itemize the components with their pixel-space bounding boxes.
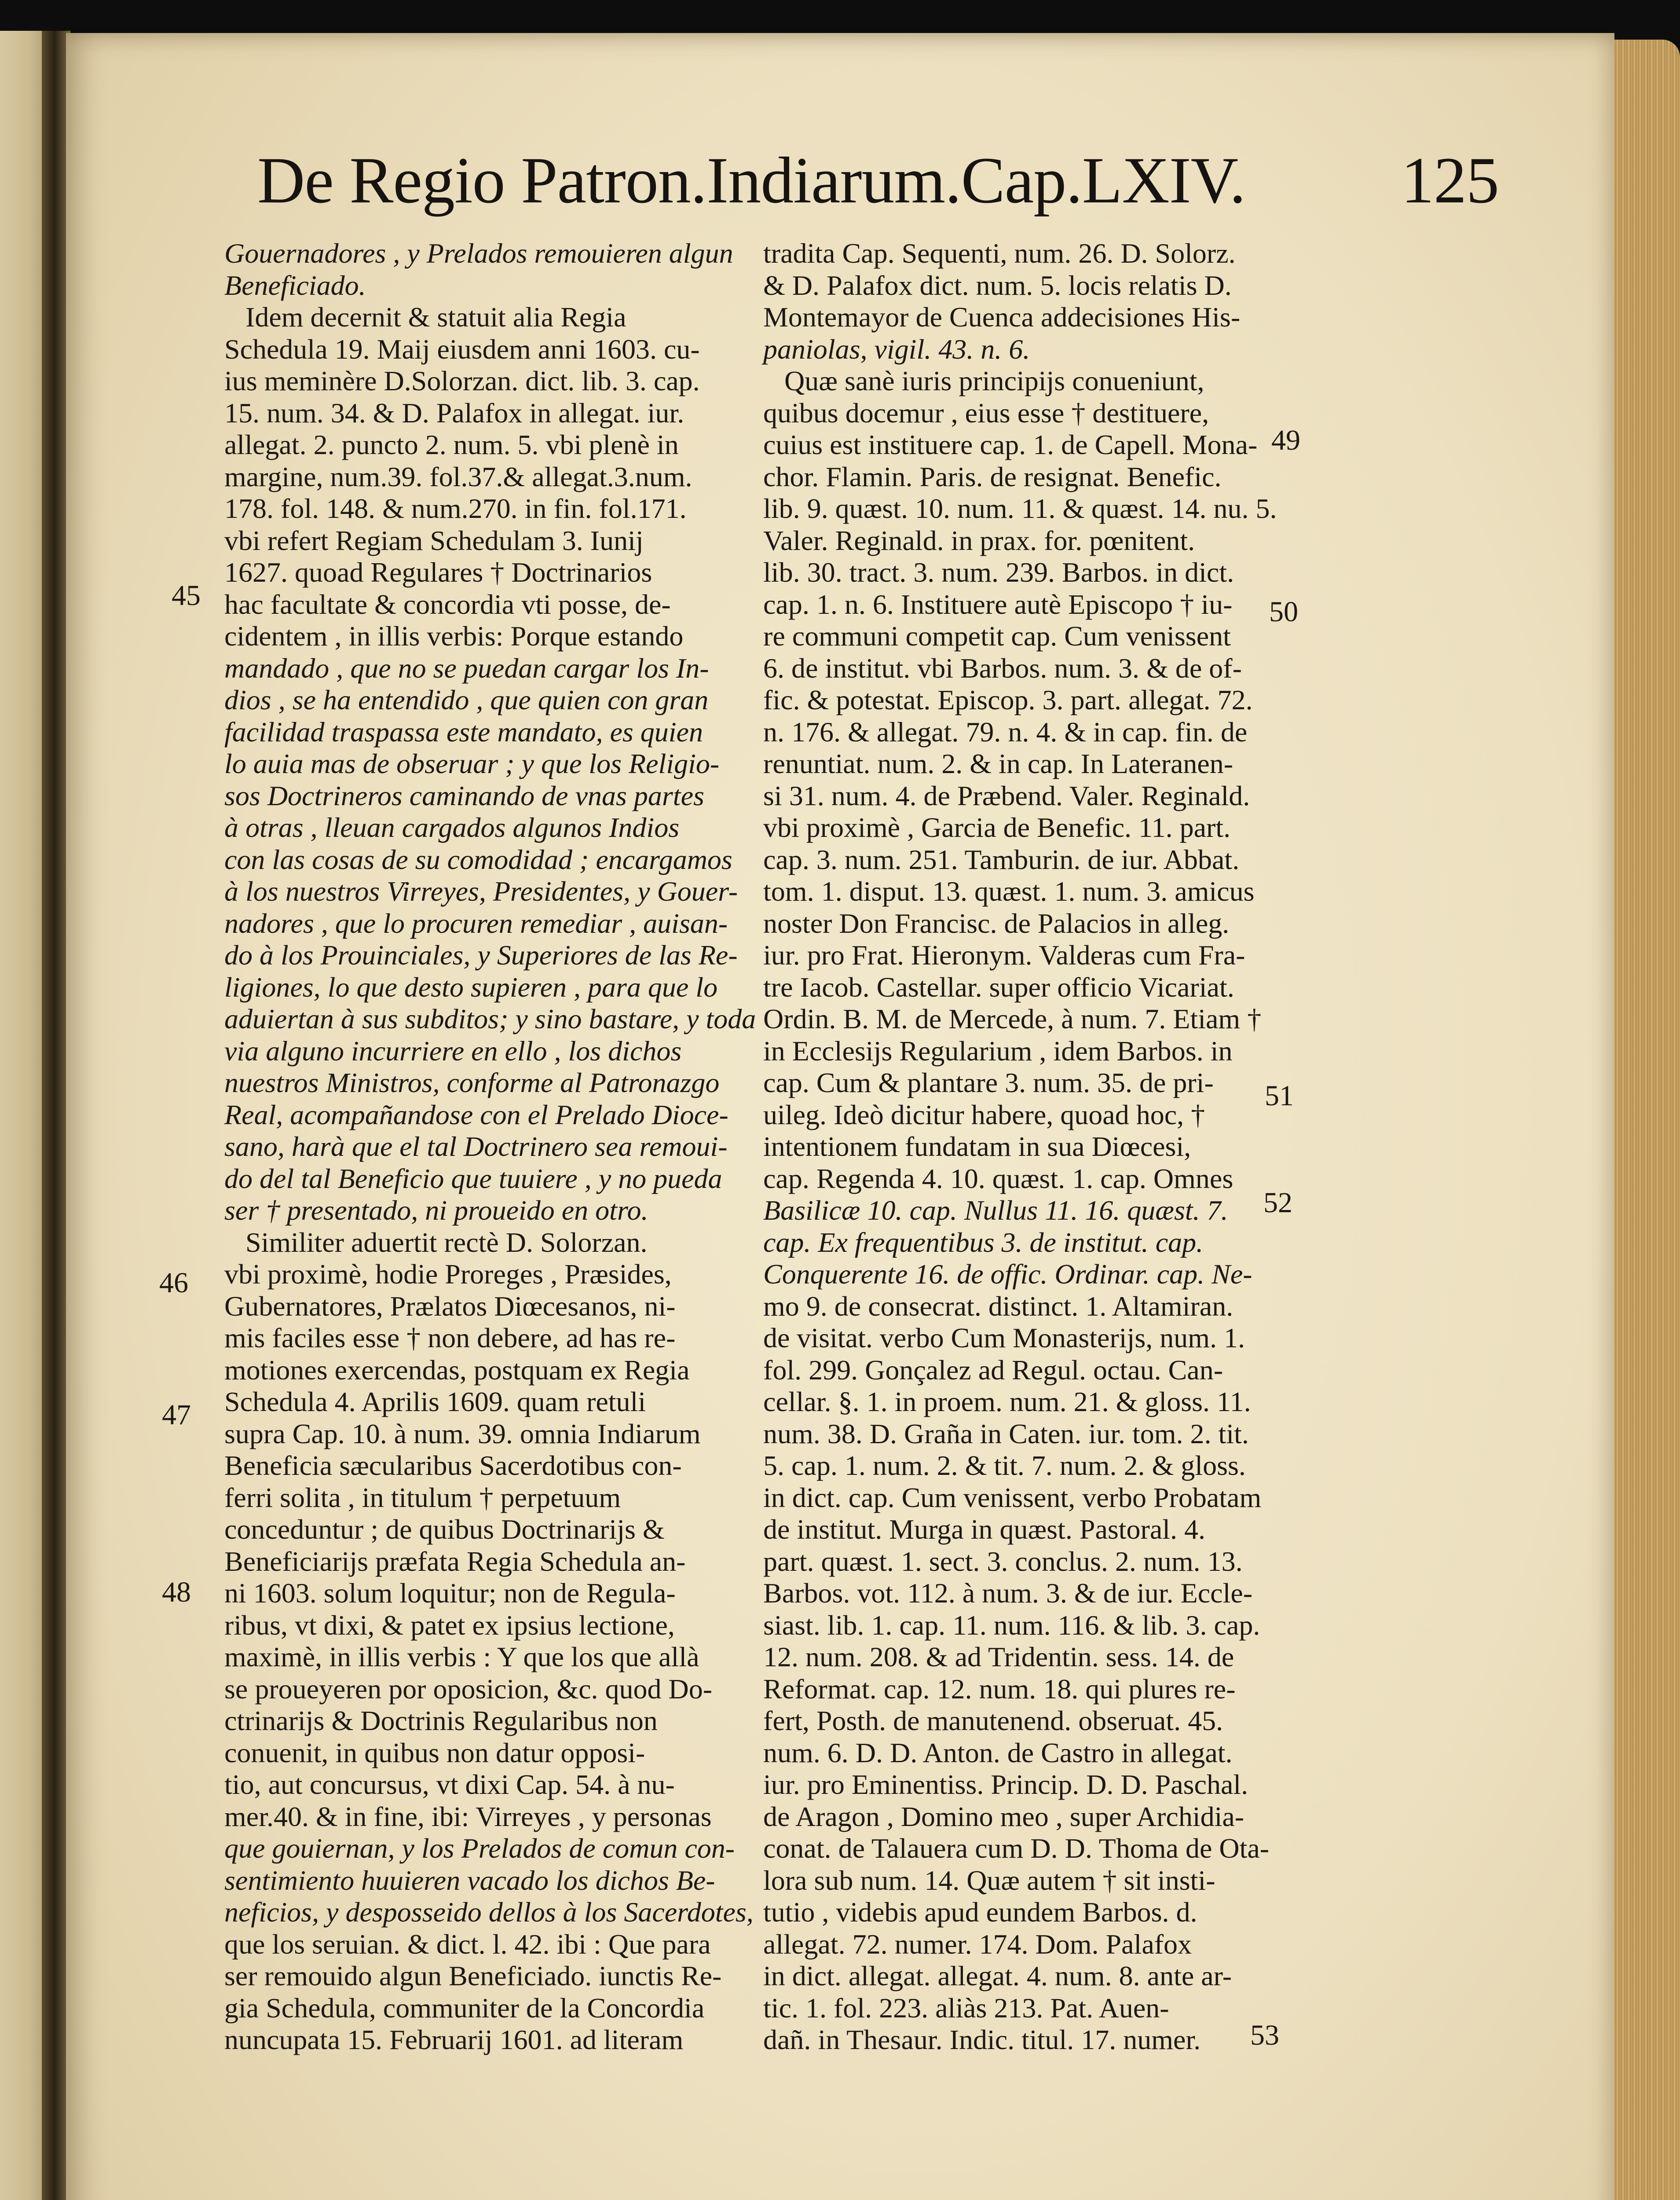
- text-line: Reformat. cap. 12. num. 18. qui plures re-: [763, 1673, 1236, 1705]
- text-line: cap. Cum & plantare 3. num. 35. de pri-: [763, 1067, 1214, 1098]
- text-line: Gubernatores, Prælatos Diœcesanos, ni-: [224, 1290, 676, 1322]
- margin-number: 52: [1263, 1187, 1292, 1219]
- text-line: ctrinarijs & Doctrinis Regularibus non: [224, 1705, 658, 1736]
- text-line: ligiones, lo que desto supieren , para que lo: [224, 971, 718, 1003]
- text-line: ius meminère D.Solorzan. dict. lib. 3. cap.: [224, 365, 700, 396]
- text-line: se proueyeren por oposicion, &c. quod Do-: [224, 1673, 713, 1705]
- text-line: cap. 3. num. 251. Tamburin. de iur. Abbat.: [763, 843, 1240, 875]
- text-line: mo 9. de consecrat. distinct. 1. Altamiran.: [763, 1290, 1233, 1322]
- text-line: Idem decernit & statuit alia Regia: [224, 301, 626, 333]
- text-line: margine, num.39. fol.37.& allegat.3.num.: [224, 461, 692, 492]
- running-head: [257, 141, 1499, 220]
- text-line: Gouernadores , y Prelados remouieren algun: [224, 238, 733, 269]
- text-line: que los seruian. & dict. l. 42. ibi : Que para: [224, 1928, 711, 1960]
- text-line: gia Schedula, communiter de la Concordia: [224, 1992, 705, 2024]
- text-line: 6. de institut. vbi Barbos. num. 3. & de of-: [763, 652, 1242, 684]
- text-line: neficios, y desposseido dellos à los Sacerdotes,: [224, 1896, 754, 1928]
- text-line: Schedula 4. Aprilis 1609. quam retuli: [224, 1386, 646, 1417]
- text-line: n. 176. & allegat. 79. n. 4. & in cap. fin. de: [763, 716, 1248, 748]
- text-line: fert, Posth. de manutenend. obseruat. 45.: [763, 1705, 1223, 1736]
- text-line: 5. cap. 1. num. 2. & tit. 7. num. 2. & gloss.: [763, 1450, 1246, 1481]
- text-line: motiones exercendas, postquam ex Regia: [224, 1354, 690, 1386]
- text-line: chor. Flamin. Paris. de resignat. Benefic.: [763, 461, 1222, 492]
- page-number: 125: [1401, 144, 1499, 217]
- text-line: dios , se ha entendido , que quien con gran: [224, 684, 709, 715]
- text-line: de visitat. verbo Cum Monasterijs, num. 1.: [763, 1322, 1245, 1353]
- text-line: ferri solita , in titulum † perpetuum: [224, 1481, 621, 1513]
- text-line: à otras , lleuan cargados algunos Indios: [224, 812, 680, 843]
- text-line: mis faciles esse † non debere, ad has re-: [224, 1322, 676, 1353]
- text-line: vbi proximè, hodie Proreges , Præsides,: [224, 1258, 672, 1290]
- text-line: 1627. quoad Regulares † Doctrinarios: [224, 557, 652, 588]
- text-line: Beneficia sæcularibus Sacerdotibus con-: [224, 1450, 682, 1481]
- margin-number: 46: [159, 1267, 188, 1299]
- text-line: cellar. §. 1. in proem. num. 21. & gloss. 11.: [763, 1386, 1251, 1417]
- text-line: Barbos. vot. 112. à num. 3. & de iur. Eccle-: [763, 1577, 1253, 1609]
- text-line: Ordin. B. M. de Mercede, à num. 7. Etiam †: [763, 1003, 1262, 1034]
- page-block-edges: [1608, 40, 1680, 2200]
- text-line: siast. lib. 1. cap. 11. num. 116. & lib. 3. cap.: [763, 1609, 1260, 1641]
- text-line: aduiertan à sus subditos; y sino bastare, y toda: [224, 1003, 756, 1034]
- text-line: uileg. Ideò dicitur habere, quoad hoc, †: [763, 1099, 1205, 1130]
- left-text-column: [224, 238, 756, 2056]
- text-line: à los nuestros Virreyes, Presidentes, y Gouer-: [224, 876, 738, 907]
- text-line: ser remouido algun Beneficiado. iunctis Re-: [224, 1960, 722, 1991]
- text-line: in Ecclesijs Regularium , idem Barbos. in: [763, 1035, 1233, 1067]
- text-line: paniolas, vigil. 43. n. 6.: [763, 333, 1030, 365]
- text-line: Similiter aduertit rectè D. Solorzan.: [224, 1226, 648, 1258]
- text-line: intentionem fundatam in sua Diœcesi,: [763, 1131, 1191, 1162]
- text-line: part. quæst. 1. sect. 3. conclus. 2. num. 13.: [763, 1545, 1243, 1577]
- text-line: conat. de Talauera cum D. D. Thoma de Ota-: [763, 1833, 1270, 1864]
- text-line: sano, harà que el tal Doctrinero sea remoui-: [224, 1131, 728, 1162]
- text-line: via alguno incurriere en ello , los dichos: [224, 1035, 682, 1067]
- margin-number: 49: [1271, 424, 1300, 456]
- margin-number: 48: [162, 1576, 191, 1608]
- text-line: lib. 9. quæst. 10. num. 11. & quæst. 14. nu. 5.: [763, 493, 1277, 524]
- text-line: iur. pro Eminentiss. Princip. D. D. Paschal.: [763, 1769, 1248, 1800]
- text-line: cidentem , in illis verbis: Porque estando: [224, 620, 684, 652]
- margin-number: 50: [1269, 596, 1298, 628]
- text-line: nadores , que lo procuren remediar , auisan-: [224, 907, 728, 939]
- text-line: mer.40. & in fine, ibi: Virreyes , y personas: [224, 1800, 712, 1832]
- running-head-title: De Regio Patron.Indiarum.Cap.LXIV.: [257, 144, 1246, 217]
- text-line: cap. 1. n. 6. Instituere autè Episcopo † iu-: [763, 588, 1233, 620]
- text-line: Schedula 19. Maij eiusdem anni 1603. cu-: [224, 333, 700, 365]
- text-line: in dict. allegat. allegat. 4. num. 8. ante ar-: [763, 1960, 1232, 1991]
- text-line: num. 6. D. D. Anton. de Castro in allegat.: [763, 1737, 1233, 1768]
- text-line: fic. & potestat. Episcop. 3. part. allegat. 72.: [763, 684, 1253, 715]
- text-line: do à los Prouinciales, y Superiores de las Re-: [224, 939, 738, 971]
- text-line: nuncupata 15. Februarij 1601. ad literam: [224, 2024, 684, 2055]
- text-line: Valer. Reginald. in prax. for. pœnitent.: [763, 524, 1195, 556]
- text-line: ni 1603. solum loquitur; non de Regula-: [224, 1577, 676, 1609]
- text-line: sos Doctrineros caminando de vnas partes: [224, 780, 704, 811]
- text-line: lora sub num. 14. Quæ autem † sit insti-: [763, 1864, 1215, 1896]
- text-line: do del tal Beneficio que tuuiere , y no pueda: [224, 1162, 722, 1194]
- text-line: tre Iacob. Castellar. super officio Vicariat.: [763, 971, 1234, 1003]
- text-line: conceduntur ; de quibus Doctrinarijs &: [224, 1514, 665, 1545]
- text-line: supra Cap. 10. à num. 39. omnia Indiarum: [224, 1418, 701, 1449]
- text-line: allegat. 2. puncto 2. num. 5. vbi plenè in: [224, 429, 679, 460]
- text-line: nuestros Ministros, conforme al Patronazgo: [224, 1067, 720, 1098]
- text-line: tutio , videbis apud eundem Barbos. d.: [763, 1896, 1197, 1928]
- text-line: que gouiernan, y los Prelados de comun con-: [224, 1833, 735, 1864]
- text-line: tom. 1. disput. 13. quæst. 1. num. 3. amicus: [763, 876, 1255, 907]
- text-line: mandado , que no se puedan cargar los In-: [224, 652, 709, 684]
- text-line: cap. Regenda 4. 10. quæst. 1. cap. Omnes: [763, 1162, 1233, 1194]
- text-line: si 31. num. 4. de Præbend. Valer. Reginald.: [763, 780, 1250, 811]
- text-line: Beneficiado.: [224, 269, 366, 301]
- margin-number: 45: [172, 579, 201, 612]
- text-line: in dict. cap. Cum venissent, verbo Probatam: [763, 1481, 1262, 1513]
- text-line: Basilicæ 10. cap. Nullus 11. 16. quæst. 7.: [763, 1195, 1228, 1226]
- text-line: Conquerente 16. de offic. Ordinar. cap. Ne-: [763, 1258, 1252, 1290]
- text-line: ribus, vt dixi, & patet ex ipsius lectione,: [224, 1609, 675, 1641]
- margin-number: 47: [162, 1399, 191, 1431]
- text-line: maximè, in illis verbis : Y que los que allà: [224, 1641, 699, 1672]
- text-line: lo auia mas de obseruar ; y que los Religio-: [224, 748, 720, 779]
- text-line: Montemayor de Cuenca addecisiones His-: [763, 301, 1241, 333]
- text-line: de institut. Murga in quæst. Pastoral. 4.: [763, 1514, 1206, 1545]
- text-line: 15. num. 34. & D. Palafox in allegat. iur.: [224, 397, 684, 429]
- text-line: sentimiento huuieren vacado los dichos Be-: [224, 1864, 715, 1896]
- text-line: Beneficiarijs præfata Regia Schedula an-: [224, 1545, 686, 1577]
- text-line: 178. fol. 148. & num.270. in fin. fol.171.: [224, 493, 687, 524]
- text-line: fol. 299. Gonçalez ad Regul. octau. Can-: [763, 1354, 1223, 1386]
- text-line: Quæ sanè iuris principijs conueniunt,: [763, 365, 1204, 396]
- text-line: cuius est instituere cap. 1. de Capell. Mona-: [763, 429, 1258, 460]
- text-line: allegat. 72. numer. 174. Dom. Palafox: [763, 1928, 1192, 1960]
- text-line: tic. 1. fol. 223. aliàs 213. Pat. Auen-: [763, 1992, 1169, 2024]
- text-line: noster Don Francisc. de Palacios in alleg.: [763, 907, 1230, 939]
- text-line: vbi proximè , Garcia de Benefic. 11. part.: [763, 812, 1231, 843]
- text-line: 12. num. 208. & ad Tridentin. sess. 14. de: [763, 1641, 1234, 1672]
- margin-number: 53: [1250, 2019, 1279, 2051]
- text-line: re communi competit cap. Cum venissent: [763, 620, 1231, 652]
- text-line: num. 38. D. Graña in Caten. iur. tom. 2. tit.: [763, 1418, 1249, 1449]
- text-line: tradita Cap. Sequenti, num. 26. D. Solorz.: [763, 238, 1236, 269]
- margin-number: 51: [1265, 1080, 1294, 1112]
- text-line: de Aragon , Domino meo , super Archidia-: [763, 1800, 1244, 1832]
- text-line: ser † presentado, ni proueido en otro.: [224, 1195, 648, 1226]
- text-line: lib. 30. tract. 3. num. 239. Barbos. in dict.: [763, 557, 1234, 588]
- text-line: Real, acompañandose con el Prelado Dioce-: [224, 1099, 728, 1130]
- text-line: con las cosas de su comodidad ; encargamos: [224, 843, 732, 875]
- text-line: conuenit, in quibus non datur opposi-: [224, 1737, 645, 1768]
- text-line: tio, aut concursus, vt dixi Cap. 54. à nu-: [224, 1769, 675, 1800]
- text-line: cap. Ex frequentibus 3. de institut. cap.: [763, 1226, 1204, 1258]
- text-line: & D. Palafox dict. num. 5. locis relatis D.: [763, 269, 1232, 301]
- text-line: dañ. in Thesaur. Indic. titul. 17. numer.: [763, 2024, 1201, 2055]
- text-line: vbi refert Regiam Schedulam 3. Iunij: [224, 524, 644, 556]
- text-line: quibus docemur , eius esse † destituere,: [763, 397, 1209, 429]
- text-line: facilidad traspassa este mandato, es quien: [224, 716, 703, 748]
- text-line: iur. pro Frat. Hieronym. Valderas cum Fra-: [763, 939, 1245, 971]
- text-line: renuntiat. num. 2. & in cap. In Lateranen-: [763, 748, 1233, 779]
- text-line: hac facultate & concordia vti posse, de-: [224, 588, 671, 620]
